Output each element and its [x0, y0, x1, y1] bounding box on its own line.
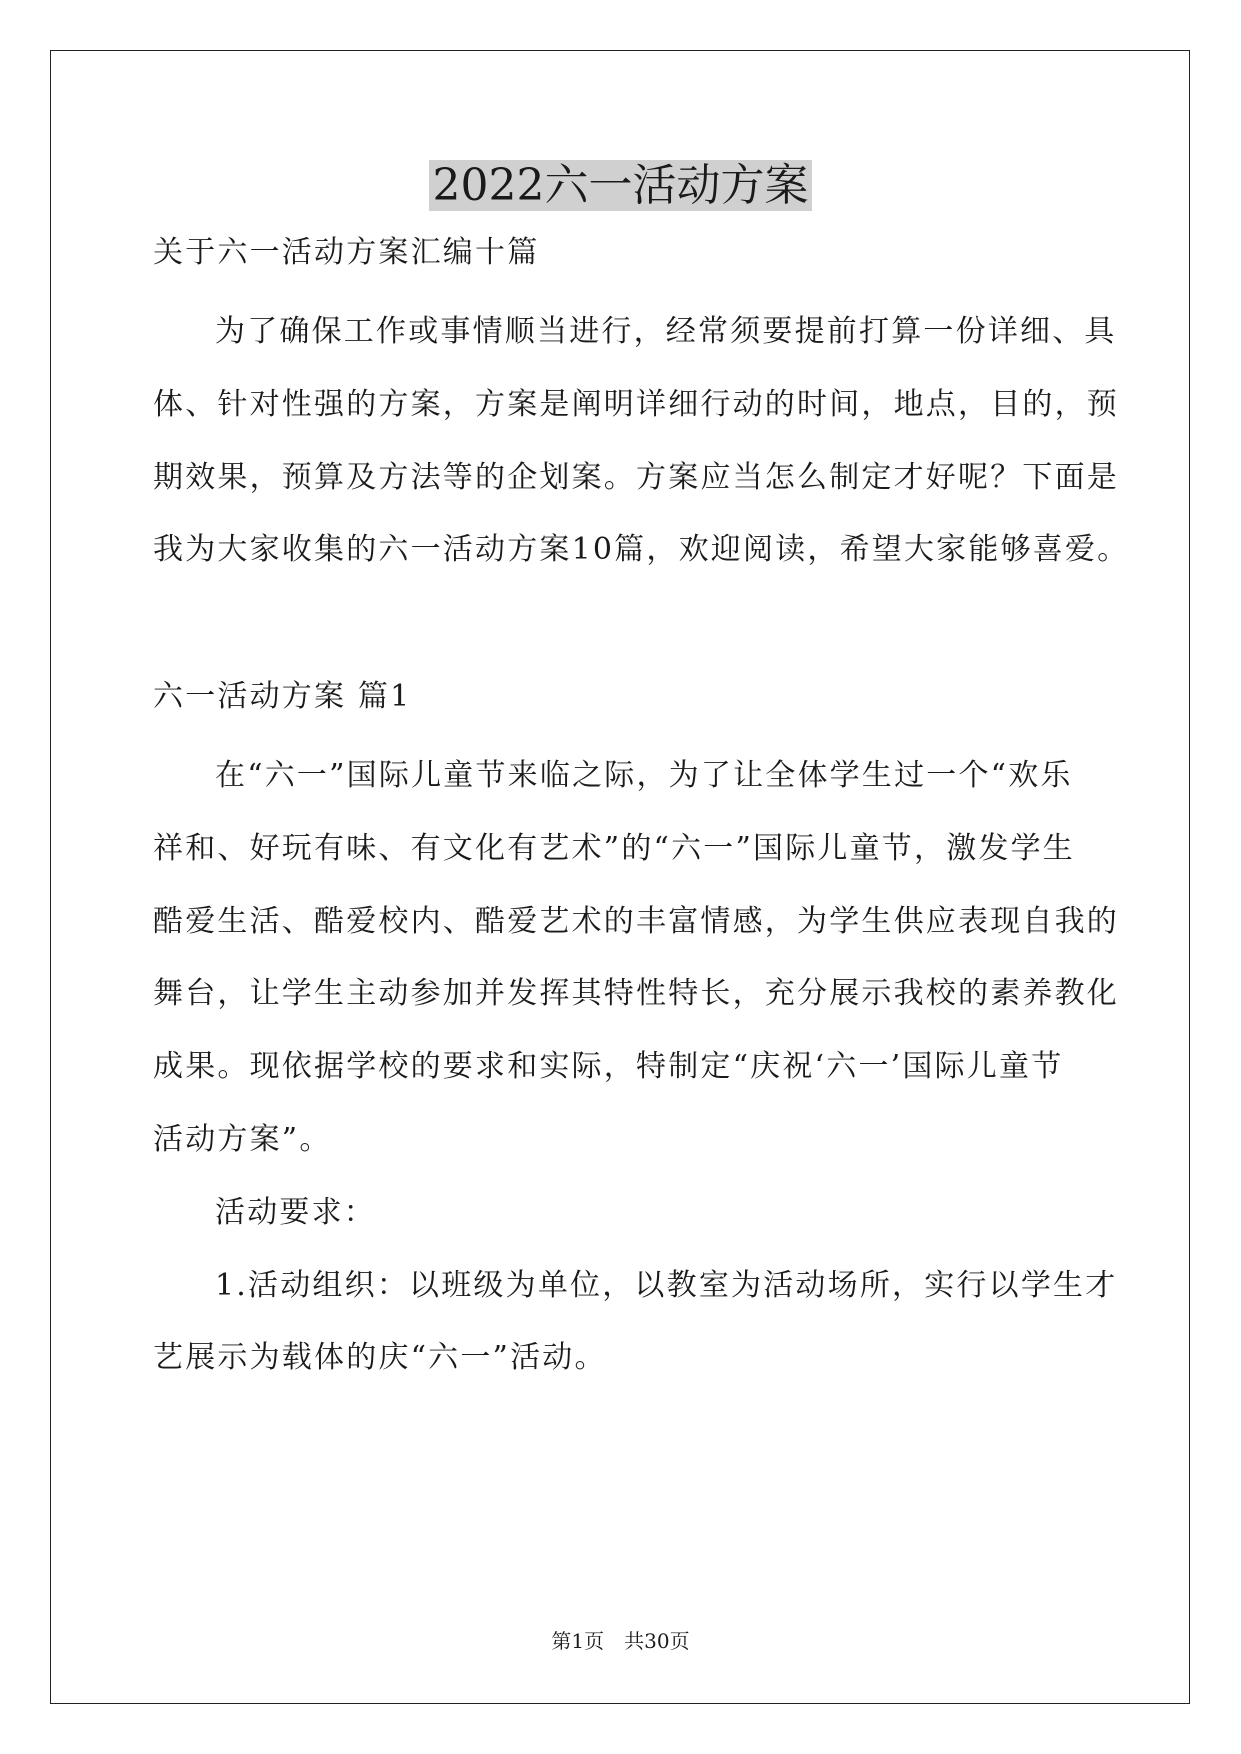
paragraph-line: 艺展示为载体的庆“六一”活动。: [153, 1340, 607, 1375]
paragraph-line: 活动要求：: [215, 1195, 376, 1230]
page-number: 第1页: [551, 1629, 605, 1653]
page-footer: [0, 1628, 1241, 1654]
paragraph-line: 期效果，预算及方法等的企划案。方案应当怎么制定才好呢？下面是: [153, 460, 1119, 495]
paragraph-line: 体、针对性强的方案，方案是阐明详细行动的时间，地点，目的，预: [153, 387, 1119, 422]
paragraph-line: 成果。现依据学校的要求和实际，特制定“庆祝‘六一’国际儿童节: [153, 1049, 1064, 1084]
paragraph-line: 我为大家收集的六一活动方案10篇，欢迎阅读，希望大家能够喜爱。: [153, 532, 1130, 567]
paragraph-line: 祥和、好玩有味、有文化有艺术”的“六一”国际儿童节，激发学生: [153, 831, 1076, 866]
paragraph-line: 活动方案”。: [153, 1122, 332, 1157]
section-heading: 六一活动方案 篇1: [153, 679, 412, 714]
document-title-text: 2022六一活动方案: [429, 160, 813, 211]
paragraph-line: 酷爱生活、酷爱校内、酷爱艺术的丰富情感，为学生供应表现自我的: [153, 904, 1119, 939]
page-total: 共30页: [624, 1629, 690, 1653]
page-border: [50, 50, 1190, 1704]
document-title: [0, 158, 1241, 214]
paragraph-line: 舞台，让学生主动参加并发挥其特性特长，充分展示我校的素养教化: [153, 976, 1119, 1011]
paragraph-line: 为了确保工作或事情顺当进行，经常须要提前打算一份详细、具: [215, 314, 1117, 349]
paragraph-line: 1.活动组织：以班级为单位，以教室为活动场所，实行以学生才: [215, 1268, 1118, 1303]
paragraph-line: 在“六一”国际儿童节来临之际，为了让全体学生过一个“欢乐: [215, 758, 1073, 793]
document-subtitle: 关于六一活动方案汇编十篇: [153, 235, 540, 270]
